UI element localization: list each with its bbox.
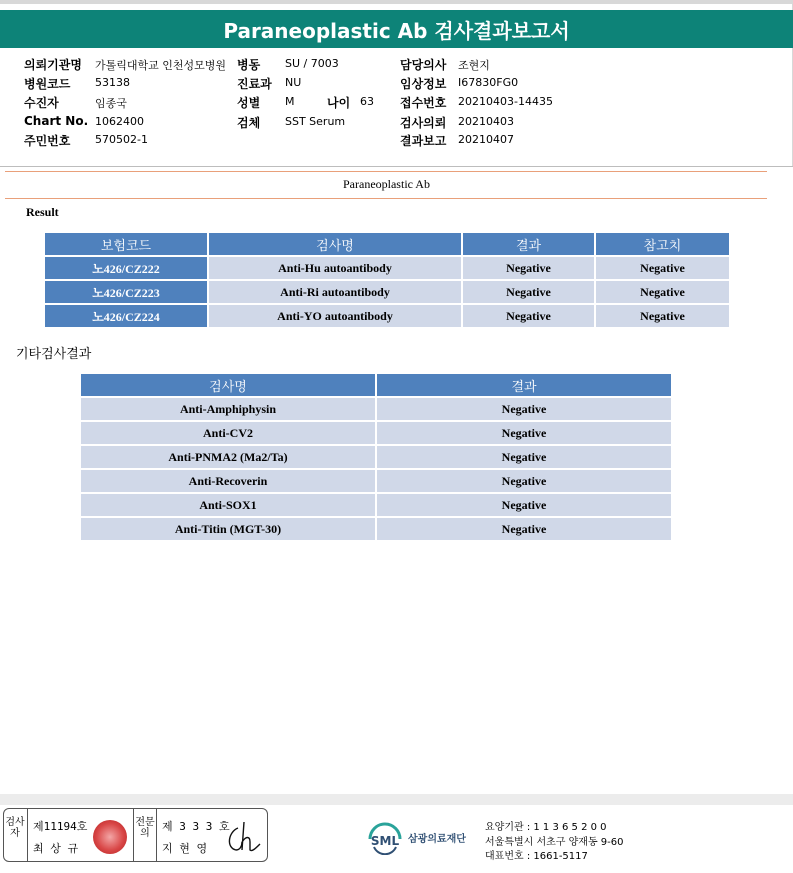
result-label: Result bbox=[26, 205, 59, 219]
test-result: Negative bbox=[377, 446, 671, 468]
institution-code: 요양기관 : 1 1 3 6 5 2 0 0 bbox=[485, 822, 607, 833]
info-label: 의뢰기관명 bbox=[24, 58, 82, 72]
test-result: Negative bbox=[377, 470, 671, 492]
table-row bbox=[81, 398, 671, 420]
table-header-row bbox=[81, 374, 671, 396]
other-results-label: 기타검사결과 bbox=[16, 347, 92, 362]
test-name: Anti-YO autoantibody bbox=[209, 305, 461, 327]
signature-divider bbox=[133, 808, 134, 862]
info-label: 병동 bbox=[237, 58, 261, 72]
test-name: Anti-Ri autoantibody bbox=[209, 281, 461, 303]
organization-name: 삼광의료재단 bbox=[408, 834, 466, 845]
specialist-label: 전문의 bbox=[135, 817, 155, 839]
column-header: 결과 bbox=[463, 233, 594, 255]
table-row bbox=[45, 257, 729, 279]
column-header: 검사명 bbox=[81, 374, 375, 396]
info-label: 병원코드 bbox=[24, 77, 71, 91]
header-divider bbox=[0, 166, 793, 167]
table-header-row bbox=[45, 233, 729, 255]
info-label: 검체 bbox=[237, 116, 261, 130]
column-header: 결과 bbox=[377, 374, 671, 396]
info-label: 임상정보 bbox=[400, 77, 447, 91]
info-label: 성별 bbox=[237, 96, 261, 110]
test-result: Negative bbox=[463, 257, 594, 279]
tester-label: 검사자 bbox=[5, 817, 25, 839]
info-label: 검사의뢰 bbox=[400, 116, 447, 130]
address: 서울특별시 서초구 양재동 9-60 bbox=[485, 837, 624, 848]
info-label: 나이 bbox=[327, 96, 351, 110]
test-result: Negative bbox=[377, 518, 671, 540]
test-result: Negative bbox=[377, 494, 671, 516]
table-row bbox=[45, 281, 729, 303]
column-header: 검사명 bbox=[209, 233, 461, 255]
info-value: 20210403-14435 bbox=[458, 95, 553, 108]
test-name: Anti-Hu autoantibody bbox=[209, 257, 461, 279]
test-name: Anti-CV2 bbox=[81, 422, 375, 444]
section-title: Paraneoplastic Ab bbox=[343, 177, 430, 191]
table-row bbox=[81, 494, 671, 516]
info-label: 접수번호 bbox=[400, 96, 447, 110]
logo-text: SML bbox=[370, 834, 400, 848]
phone-number: 대표번호 : 1661-5117 bbox=[485, 851, 588, 862]
column-header: 참고치 bbox=[596, 233, 729, 255]
info-value: I67830FG0 bbox=[458, 76, 519, 89]
info-label: 진료과 bbox=[237, 77, 272, 91]
report-title: Paraneoplastic Ab 검사결과보고서 bbox=[0, 10, 793, 48]
handwritten-signature bbox=[222, 818, 262, 856]
table-row bbox=[45, 305, 729, 327]
info-value: 임종국 bbox=[95, 97, 127, 110]
reference-value: Negative bbox=[596, 305, 729, 327]
specialist-license-no: 제 3 3 3 호 bbox=[162, 820, 230, 833]
info-value: SU / 7003 bbox=[285, 57, 339, 70]
table-row bbox=[81, 446, 671, 468]
signature-divider bbox=[27, 808, 28, 862]
test-name: Anti-SOX1 bbox=[81, 494, 375, 516]
tester-name: 최 상 규 bbox=[33, 842, 79, 855]
info-label: Chart No. bbox=[24, 114, 89, 128]
info-value: 63 bbox=[360, 95, 374, 108]
insurance-code: 노426/CZ222 bbox=[45, 257, 207, 279]
reference-value: Negative bbox=[596, 257, 729, 279]
result-table bbox=[43, 231, 731, 329]
info-label: 주민번호 bbox=[24, 134, 71, 148]
info-value: 53138 bbox=[95, 76, 130, 89]
info-value: 조현지 bbox=[458, 59, 490, 72]
test-result: Negative bbox=[377, 398, 671, 420]
table-row bbox=[81, 422, 671, 444]
info-value: M bbox=[285, 95, 295, 108]
info-value: 20210407 bbox=[458, 133, 514, 146]
specialist-name: 지 현 영 bbox=[162, 842, 208, 855]
reference-value: Negative bbox=[596, 281, 729, 303]
info-value: 20210403 bbox=[458, 115, 514, 128]
info-value: NU bbox=[285, 76, 302, 89]
column-header: 보험코드 bbox=[45, 233, 207, 255]
test-name: Anti-Recoverin bbox=[81, 470, 375, 492]
info-value: 1062400 bbox=[95, 115, 144, 128]
other-results-table bbox=[79, 372, 673, 542]
signature-divider bbox=[156, 808, 157, 862]
insurance-code: 노426/CZ224 bbox=[45, 305, 207, 327]
info-value: 570502-1 bbox=[95, 133, 148, 146]
table-row bbox=[81, 518, 671, 540]
tester-license-no: 제11194호 bbox=[33, 820, 88, 833]
insurance-code: 노426/CZ223 bbox=[45, 281, 207, 303]
info-label: 결과보고 bbox=[400, 134, 447, 148]
info-value: 가톨릭대학교 인천성모병원 bbox=[95, 59, 227, 72]
test-name: Anti-Titin (MGT-30) bbox=[81, 518, 375, 540]
test-result: Negative bbox=[377, 422, 671, 444]
info-value: SST Serum bbox=[285, 115, 346, 128]
test-result: Negative bbox=[463, 281, 594, 303]
info-label: 담당의사 bbox=[400, 58, 447, 72]
table-row bbox=[81, 470, 671, 492]
test-name: Anti-Amphiphysin bbox=[81, 398, 375, 420]
test-name: Anti-PNMA2 (Ma2/Ta) bbox=[81, 446, 375, 468]
footer-band bbox=[0, 794, 793, 805]
official-seal-stamp bbox=[93, 820, 127, 854]
info-label: 수진자 bbox=[24, 96, 59, 110]
test-result: Negative bbox=[463, 305, 594, 327]
section-divider-bottom bbox=[5, 198, 767, 199]
sml-logo-icon bbox=[366, 819, 404, 855]
section-divider-top bbox=[5, 171, 767, 172]
